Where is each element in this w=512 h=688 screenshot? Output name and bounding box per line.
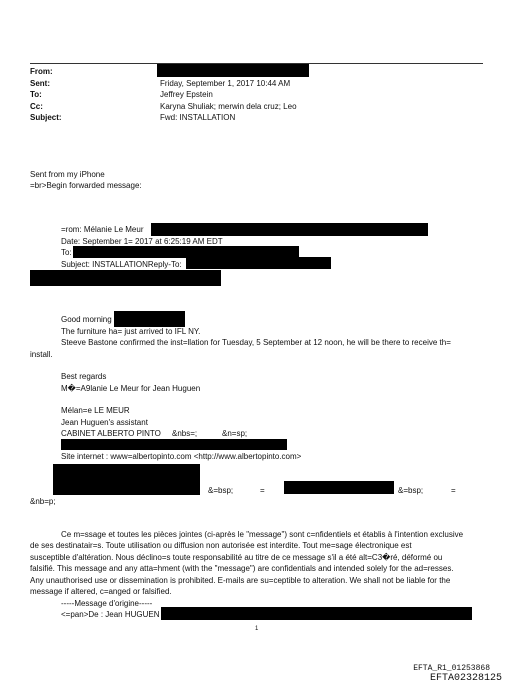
redaction-fwd-reply-to	[186, 257, 331, 269]
sig-name: Mélan=e LE MEUR	[61, 406, 130, 415]
disclaimer-line-7: -----Message d'origine-----	[61, 599, 153, 608]
sig-website: Site internet : www=albertopinto.com <http://www.albertopinto.com>	[61, 452, 302, 461]
from-label: From:	[30, 67, 53, 76]
intro-line-1: Sent from my iPhone	[30, 170, 105, 179]
sent-label: Sent:	[30, 79, 50, 88]
intro-line-2: =br>Begin forwarded message:	[30, 181, 142, 190]
disclaimer-line-4: falsifié. This message and any atta=hment (with the "message") are confidentials and intended solely for the ad=resses.	[30, 564, 454, 573]
disclaimer-line-2: de ses destinatair=s. Toute utilisation ou diffusion non autorisée est interdite. Tout me=sage électronique est	[30, 541, 412, 550]
redaction-fwd-reply-to-2	[30, 270, 221, 286]
sig-bsp-2: &=bsp;	[398, 486, 424, 495]
greeting: Good morning	[61, 315, 112, 324]
regards: Best regards	[61, 372, 107, 381]
redaction-orig-from	[161, 607, 472, 620]
sig-bsp-1: &=bsp;	[208, 486, 234, 495]
disclaimer-line-8: <=pan>De : Jean HUGUEN	[61, 610, 160, 619]
footer-ref-1: EFTA_R1_01253868	[413, 664, 490, 673]
sig-eq-2: =	[451, 486, 456, 495]
sent-value: Friday, September 1, 2017 10:44 AM	[160, 79, 291, 88]
redaction-sig-phone	[53, 464, 200, 495]
cc-label: Cc:	[30, 102, 43, 111]
page-number: 1	[255, 626, 259, 632]
body-line-3: install.	[30, 350, 53, 359]
fwd-to: To:	[61, 248, 72, 257]
fwd-date: Date: September 1= 2017 at 6:25:19 AM EDT	[61, 237, 223, 246]
sig-firm: CABINET ALBERTO PINTO	[61, 429, 161, 438]
disclaimer-line-6: message if altered, c=anged or falsified.	[30, 587, 172, 596]
redaction-sig-fax	[284, 481, 394, 494]
disclaimer-line-5: Any unauthorised use or dissemination is prohibited. E-mails are su=ceptible to alteration. We shall not be liable for the	[30, 576, 451, 585]
subject-label: Subject:	[30, 113, 62, 122]
sig-eq-1: =	[260, 486, 265, 495]
sig-role: Jean Huguen's assistant	[61, 418, 148, 427]
disclaimer-line-3: susceptible d'altération. Nous déclino=s toute responsabilité au titre de ce message s'il a été alt=C3�ré, déformé ou	[30, 553, 443, 562]
sig-nbp: &nb=p;	[30, 497, 56, 506]
body-line-1: The furniture ha= just arrived to IFL NY.	[61, 327, 201, 336]
fwd-subject: Subject: INSTALLATIONReply-To:	[61, 260, 182, 269]
subject-value: Fwd: INSTALLATION	[160, 113, 236, 122]
cc-value: Karyna Shuliak; merwin dela cruz; Leo	[160, 102, 297, 111]
body-line-2: Steeve Bastone confirmed the inst=llation for Tuesday, 5 September at 12 noon, he will be there to receive th=	[61, 338, 451, 347]
disclaimer-line-1: Ce m=ssage et toutes les pièces jointes (ci-après le "message") sont c=nfidentiels et établis à l'intention exclusive	[61, 530, 464, 539]
fwd-from: =rom: Mélanie Le Meur	[61, 225, 144, 234]
redaction-greeting	[114, 311, 185, 327]
redaction-sig-address	[61, 439, 287, 450]
to-label: To:	[30, 90, 42, 99]
to-value: Jeffrey Epstein	[160, 90, 213, 99]
redaction-fwd-from	[151, 223, 428, 236]
sig-nbs-2: &n=sp;	[222, 429, 248, 438]
redaction-from	[157, 64, 309, 77]
sign-line: M�=A9lanie Le Meur for Jean Huguen	[61, 384, 201, 393]
footer-ref-2: EFTA02328125	[429, 673, 502, 684]
sig-nbs-1: &nbs=;	[172, 429, 198, 438]
